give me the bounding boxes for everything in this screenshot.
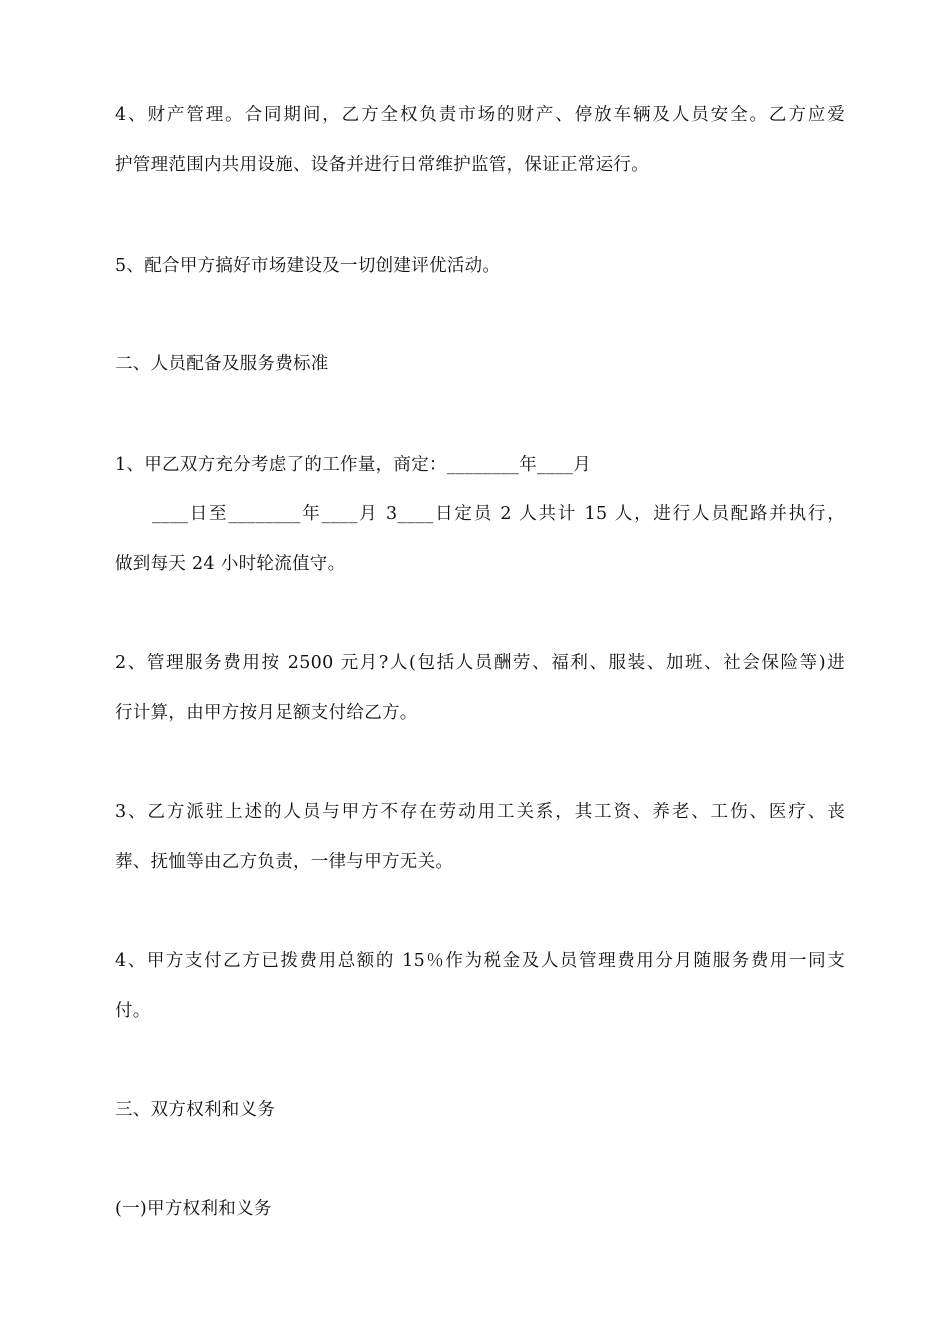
subsection-heading-party-a: (一)甲方权利和义务 — [115, 1199, 272, 1219]
paragraph-employment-line-2: 葬、抚恤等由乙方负责，一律与甲方无关。 — [115, 852, 454, 872]
paragraph-service-fee-line-1: 2、管理服务费用按 2500 元月?人(包括人员酬劳、福利、服装、加班、社会保险等)进 — [115, 653, 845, 673]
paragraph-property-management-line-1: 4、财产管理。合同期间，乙方全权负责市场的财产、停放车辆及人员安全。乙方应爱 — [115, 105, 845, 125]
paragraph-employment-line-1: 3、乙方派驻上述的人员与甲方不存在劳动用工关系，其工资、养老、工伤、医疗、丧 — [115, 802, 845, 822]
paragraph-service-fee-line-2: 行计算，由甲方按月足额支付给乙方。 — [115, 703, 418, 723]
paragraph-workload-line-1: 1、甲乙双方充分考虑了的工作量，商定：________年____月 — [115, 455, 592, 475]
paragraph-workload-line-2: ____日至________年____月 3____日定员 2 人共计 15 人，进行人员配路并执行， — [152, 504, 845, 524]
section-heading-staffing-fees: 二、人员配备及服务费标准 — [115, 354, 329, 374]
paragraph-tax-line-2: 付。 — [115, 1001, 151, 1021]
section-heading-rights-obligations: 三、双方权利和义务 — [115, 1100, 276, 1120]
paragraph-cooperation: 5、配合甲方搞好市场建设及一切创建评优活动。 — [115, 256, 501, 276]
paragraph-workload-line-3: 做到每天 24 小时轮流值守。 — [115, 554, 346, 574]
paragraph-property-management-line-2: 护管理范围内共用设施、设备并进行日常维护监管，保证正常运行。 — [115, 155, 649, 175]
paragraph-tax-line-1: 4、甲方支付乙方已拨费用总额的 15％作为税金及人员管理费用分月随服务费用一同支 — [115, 951, 845, 971]
